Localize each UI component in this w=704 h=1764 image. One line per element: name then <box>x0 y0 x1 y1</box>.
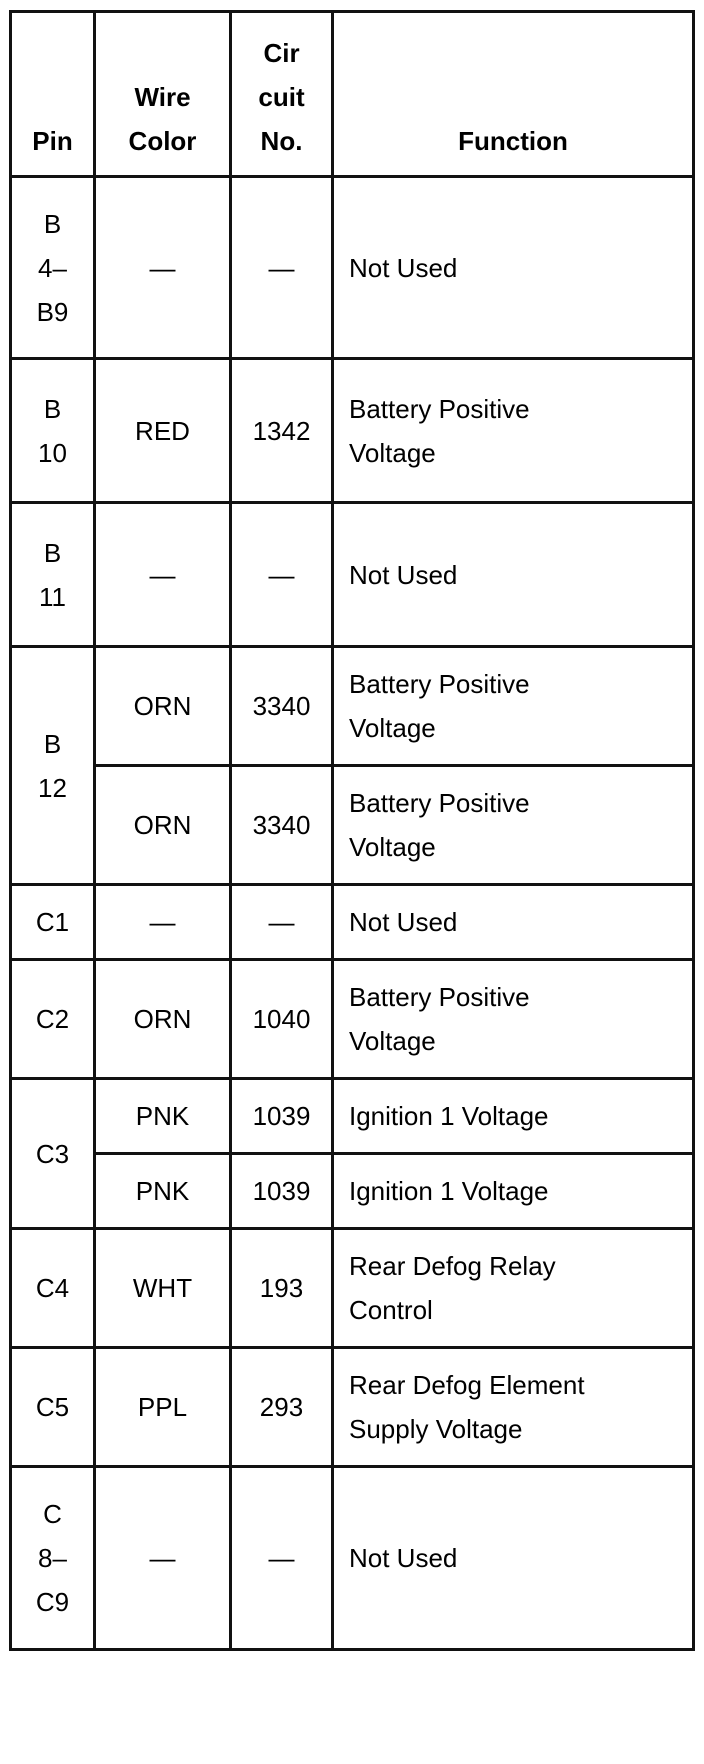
pin-line: B <box>43 537 62 568</box>
circuit-cell: 1040 <box>231 960 333 1079</box>
wire-color-cell: PNK <box>95 1154 231 1229</box>
table-row <box>11 1467 694 1650</box>
pin-cell <box>11 1348 95 1467</box>
function-line: Voltage <box>349 832 436 862</box>
header-line: Wire <box>134 82 191 112</box>
pin-line: C <box>43 1499 62 1529</box>
circuit-cell: 3340 <box>231 766 333 885</box>
pin-line: C5 <box>35 1392 70 1422</box>
table-row <box>11 1348 694 1467</box>
table-row <box>11 766 694 885</box>
table-row <box>11 960 694 1079</box>
wire-color-cell: — <box>95 1467 231 1650</box>
pin-line: C2 <box>35 1004 70 1034</box>
wire-color-cell: RED <box>95 359 231 503</box>
function-line: Battery Positive <box>349 788 530 818</box>
circuit-cell: 3340 <box>231 647 333 766</box>
wire-color-cell: PPL <box>95 1348 231 1467</box>
pin-line: B <box>43 208 62 239</box>
function-cell <box>333 960 694 1079</box>
pin-cell <box>11 1467 95 1650</box>
table-row <box>11 503 694 647</box>
pin-line: 12 <box>38 772 67 803</box>
pin-line: 10 <box>38 437 67 468</box>
pin-header <box>11 12 95 177</box>
wire-color-header <box>95 12 231 177</box>
function-cell <box>333 1467 694 1650</box>
header-row <box>11 12 694 177</box>
function-line: Voltage <box>349 1026 436 1056</box>
wire-color-cell: — <box>95 885 231 960</box>
pin-cell <box>11 359 95 503</box>
function-line: Supply Voltage <box>349 1414 523 1444</box>
circuit-cell: 193 <box>231 1229 333 1348</box>
header-line: cuit <box>258 82 305 112</box>
pin-cell <box>11 647 95 885</box>
wire-color-cell: ORN <box>95 766 231 885</box>
header-line: Color <box>128 126 197 156</box>
header-line: Function <box>458 126 568 156</box>
pin-line: C9 <box>35 1587 70 1617</box>
function-line: Voltage <box>349 437 436 468</box>
table-row <box>11 359 694 503</box>
function-cell <box>333 359 694 503</box>
table-row <box>11 1079 694 1154</box>
pin-line: C4 <box>35 1273 70 1303</box>
pin-cell <box>11 177 95 359</box>
pin-cell <box>11 1079 95 1229</box>
wire-color-cell: ORN <box>95 960 231 1079</box>
function-line: Voltage <box>349 713 436 743</box>
function-line: Ignition 1 Voltage <box>349 1101 549 1131</box>
function-cell <box>333 503 694 647</box>
pin-line: C3 <box>35 1138 70 1169</box>
table-row <box>11 647 694 766</box>
function-line: Control <box>349 1295 433 1325</box>
circuit-cell: 1039 <box>231 1154 333 1229</box>
circuit-no-header <box>231 12 333 177</box>
function-line: Ignition 1 Voltage <box>349 1176 549 1206</box>
circuit-cell: 293 <box>231 1348 333 1467</box>
function-line: Rear Defog Element <box>349 1370 585 1400</box>
function-line: Not Used <box>349 252 458 283</box>
header-line: Cir <box>263 38 300 68</box>
wire-color-cell: ORN <box>95 647 231 766</box>
function-cell <box>333 1079 694 1154</box>
pin-cell <box>11 503 95 647</box>
pin-line: 8– <box>38 1543 67 1573</box>
circuit-cell: 1039 <box>231 1079 333 1154</box>
pin-line: B <box>43 393 62 424</box>
pin-table <box>9 10 695 1651</box>
circuit-cell: 1342 <box>231 359 333 503</box>
function-cell <box>333 885 694 960</box>
function-line: Battery Positive <box>349 982 530 1012</box>
function-line: Not Used <box>349 559 458 590</box>
pin-line: C1 <box>35 907 70 937</box>
wire-color-cell: PNK <box>95 1079 231 1154</box>
circuit-cell: — <box>231 1467 333 1650</box>
pin-line: B <box>43 728 62 759</box>
function-cell <box>333 1154 694 1229</box>
table-row <box>11 885 694 960</box>
pin-line: 4– <box>38 252 67 283</box>
function-header <box>333 12 694 177</box>
function-line: Rear Defog Relay <box>349 1251 556 1281</box>
function-cell <box>333 1348 694 1467</box>
function-cell <box>333 1229 694 1348</box>
pin-cell <box>11 1229 95 1348</box>
function-line: Battery Positive <box>349 393 530 424</box>
circuit-cell: — <box>231 885 333 960</box>
table-row <box>11 177 694 359</box>
function-line: Not Used <box>349 907 458 937</box>
circuit-cell: — <box>231 177 333 359</box>
function-cell <box>333 647 694 766</box>
pin-cell <box>11 885 95 960</box>
table-row <box>11 1229 694 1348</box>
wire-color-cell: — <box>95 177 231 359</box>
pin-cell <box>11 960 95 1079</box>
header-line: No. <box>260 126 303 156</box>
function-line: Not Used <box>349 1543 458 1573</box>
function-line: Battery Positive <box>349 669 530 699</box>
function-cell <box>333 766 694 885</box>
pin-line: 11 <box>39 581 66 612</box>
header-line: Pin <box>32 126 73 156</box>
table-row <box>11 1154 694 1229</box>
pin-line: B9 <box>36 296 69 327</box>
function-cell <box>333 177 694 359</box>
circuit-cell: — <box>231 503 333 647</box>
wire-color-cell: — <box>95 503 231 647</box>
wire-color-cell: WHT <box>95 1229 231 1348</box>
